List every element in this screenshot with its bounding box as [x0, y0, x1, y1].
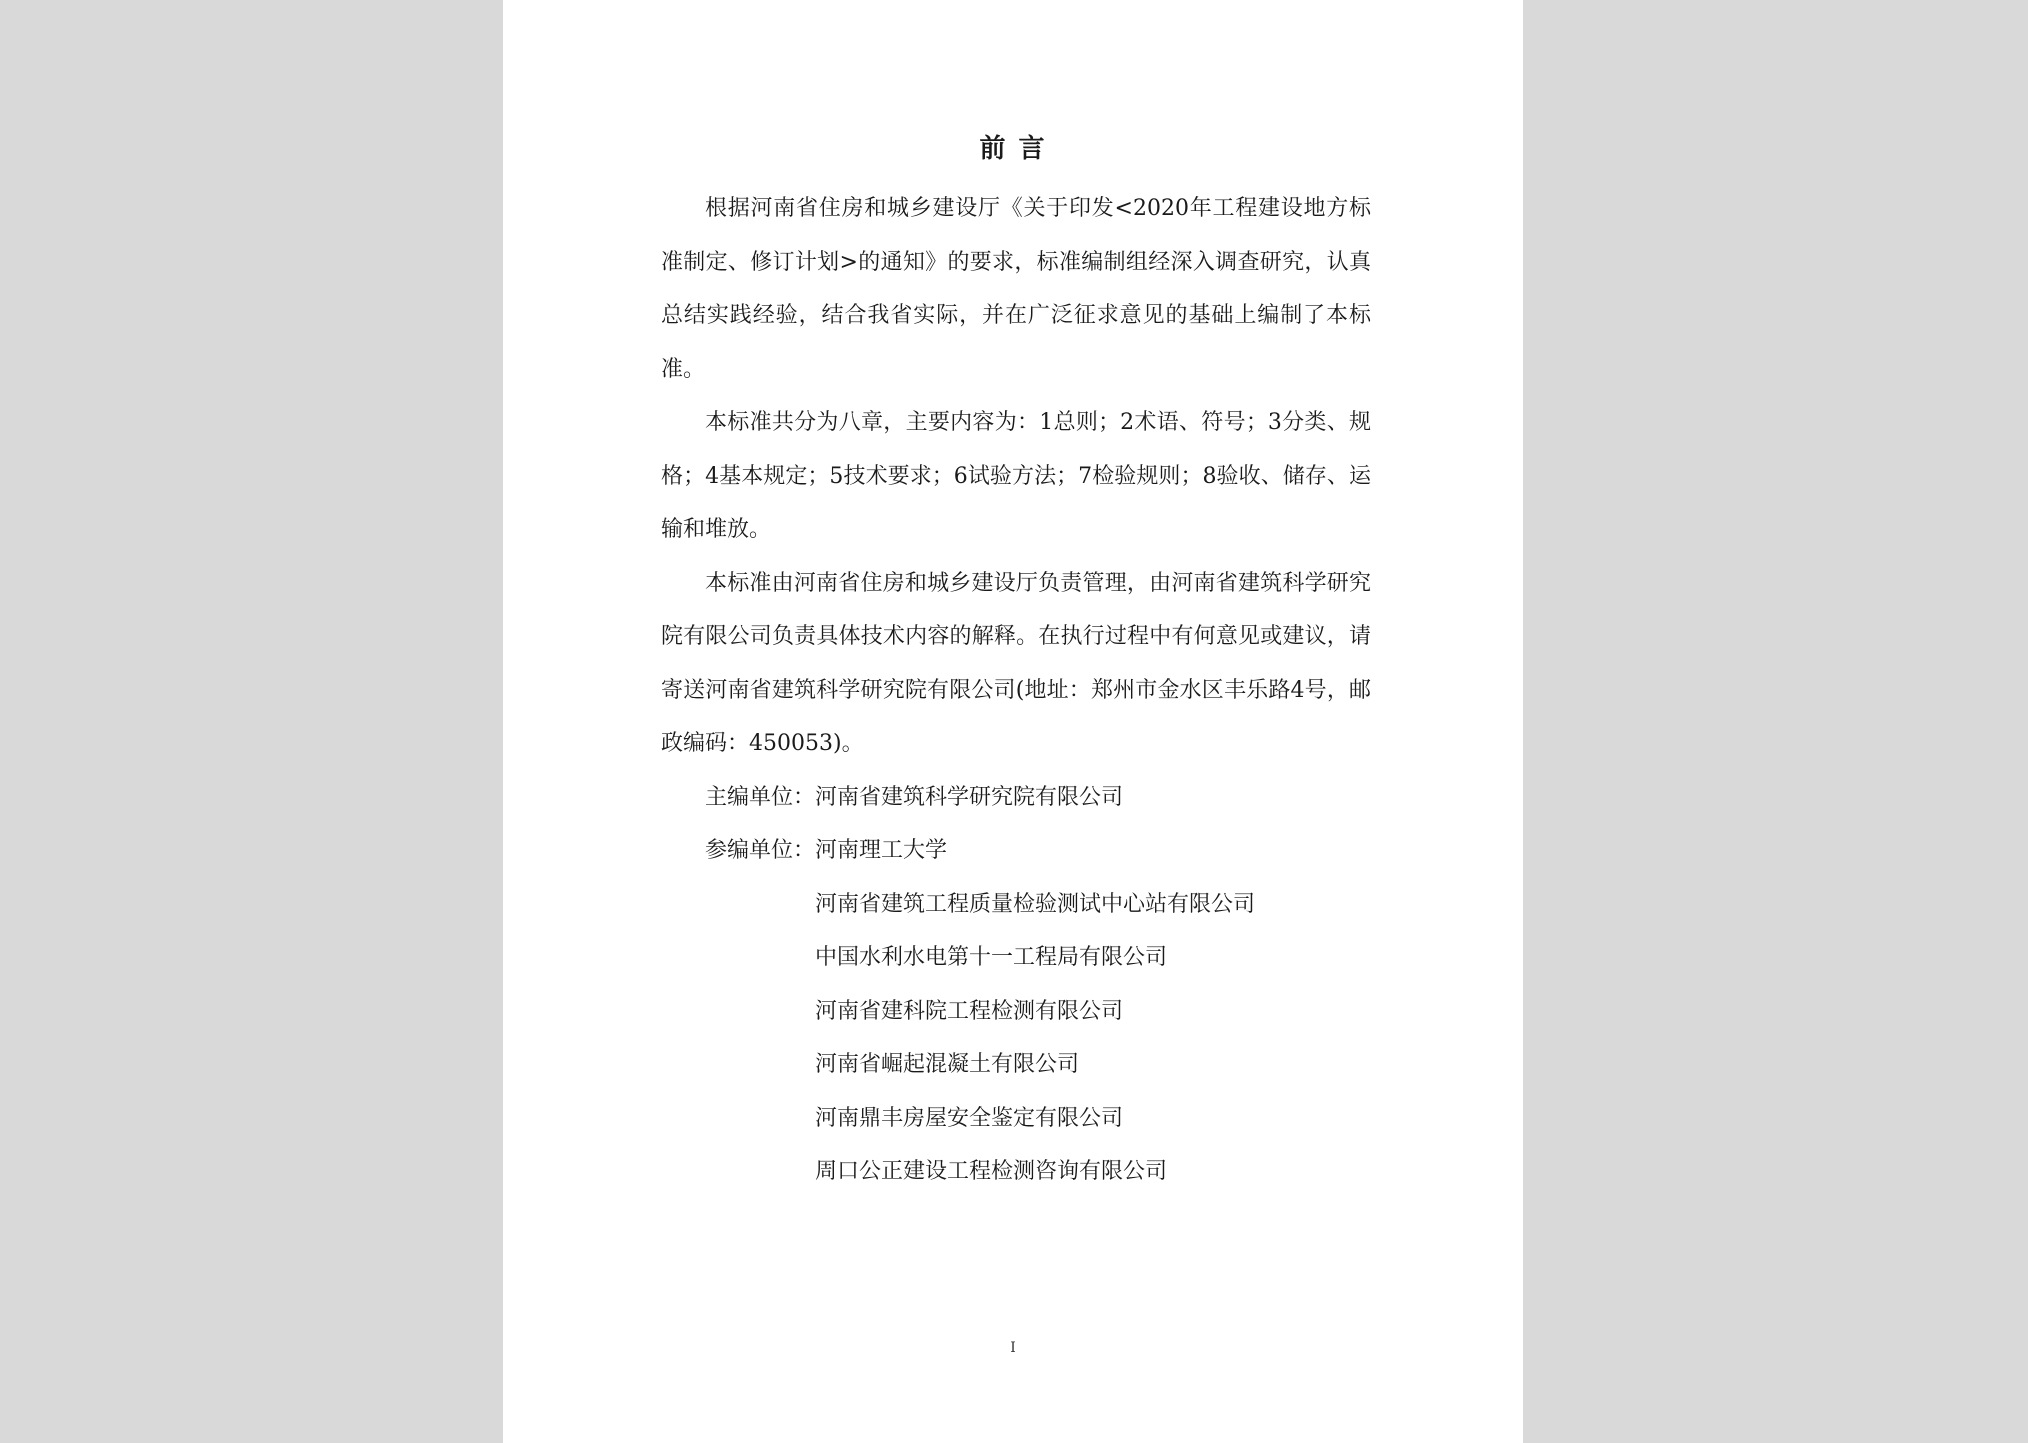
participating-label: 参编单位： [705, 838, 816, 863]
participating-unit: 周口公正建设工程检测咨询有限公司 [815, 1159, 1168, 1184]
paragraph-management: 本标准由河南省住房和城乡建设厅负责管理，由河南省建筑科学研究院有限公司负责具体技术内容的解释。在执行过程中有何意见或建议，请寄送河南省建筑科学研究院有限公司(地址：郑州市金水区丰乐路4号，邮政编码：450053)。 [661, 570, 1371, 756]
participating-unit: 河南理工大学 [815, 838, 948, 863]
participating-row [661, 824, 1371, 878]
participating-unit: 河南鼎丰房屋安全鉴定有限公司 [815, 1105, 1124, 1131]
document-body [661, 182, 1371, 1199]
chief-editor-label: 主编单位： [705, 784, 816, 810]
paragraph-basis: 根据河南省住房和城乡建设厅《关于印发<2020年工程建设地方标准制定、修订计划>的通知》的要求，标准编制组经深入调查研究，认真总结实践经验，结合我省实际，并在广泛征求意见的基础上编制了本标准。 [661, 196, 1371, 382]
chief-editor-name: 河南省建筑科学研究院有限公司 [815, 784, 1124, 810]
participating-unit: 河南省建科院工程检测有限公司 [815, 998, 1124, 1024]
participating-unit: 河南省崛起混凝土有限公司 [815, 1052, 1080, 1077]
document-page [503, 0, 1523, 1443]
page-title: 前 言 [979, 134, 1047, 164]
participating-unit: 中国水利水电第十一工程局有限公司 [815, 945, 1168, 970]
paragraph-contents: 本标准共分为八章，主要内容为：1总则；2术语、符号；3分类、规格；4基本规定；5技术要求；6试验方法；7检验规则；8验收、储存、运输和堆放。 [661, 410, 1371, 542]
participating-unit: 河南省建筑工程质量检验测试中心站有限公司 [815, 891, 1256, 917]
page-number: I [1010, 1340, 1016, 1356]
chief-editor-row [661, 771, 1371, 825]
